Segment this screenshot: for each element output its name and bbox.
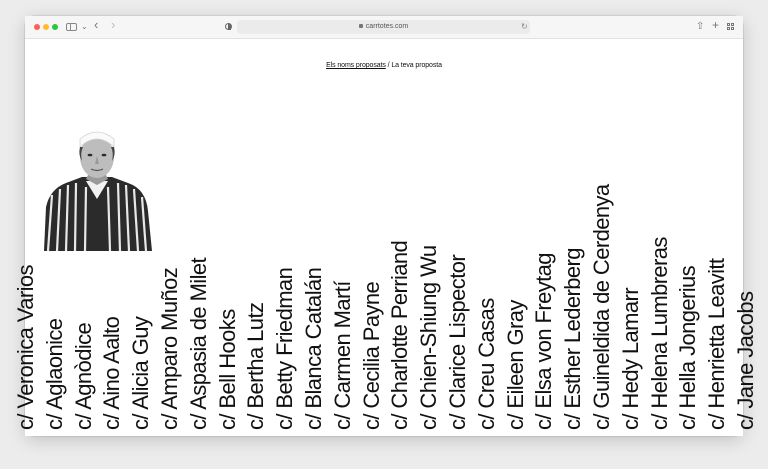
street-name-label: Amparo Muñoz — [157, 267, 182, 410]
street-name-item[interactable] — [589, 184, 615, 430]
street-name-label: Hella Jongerius — [675, 265, 701, 409]
proposed-names-link[interactable]: Els noms proposats — [326, 62, 386, 69]
street-name-label: Betty Friedman — [272, 267, 298, 409]
close-window-button[interactable] — [34, 24, 40, 30]
street-name-label: Alicia Guy — [128, 316, 154, 410]
reload-icon[interactable]: ↻ — [521, 22, 528, 31]
street-prefix: c/ — [272, 408, 298, 430]
street-name-item[interactable] — [42, 319, 68, 430]
street-prefix: c/ — [185, 409, 211, 430]
street-prefix: c/ — [589, 408, 614, 430]
street-names-list — [13, 39, 758, 436]
street-prefix: c/ — [531, 408, 557, 430]
street-name-label: Creu Casas — [473, 298, 499, 409]
street-prefix: c/ — [128, 409, 154, 430]
street-name-label: Jane Jacobs — [733, 291, 758, 409]
street-name-item[interactable] — [387, 241, 413, 430]
tab-grid-icon[interactable] — [727, 23, 734, 30]
street-name-label: Blanca Catalán — [301, 267, 326, 409]
your-proposal-link[interactable]: La teva proposta — [391, 62, 442, 69]
street-name-item[interactable] — [157, 268, 183, 430]
street-name-label: Aglaonice — [41, 318, 67, 410]
street-name-label: Bertha Lutz — [243, 302, 269, 409]
street-name-item[interactable] — [71, 323, 97, 430]
url-text: carrtotes.com — [365, 23, 409, 30]
street-name-item[interactable] — [647, 237, 673, 430]
street-name-item[interactable] — [560, 248, 586, 430]
street-name-item[interactable] — [445, 255, 471, 430]
street-prefix: c/ — [329, 408, 355, 430]
street-prefix: c/ — [13, 408, 38, 430]
street-prefix: c/ — [473, 408, 499, 430]
street-prefix: c/ — [646, 408, 672, 430]
street-prefix: c/ — [214, 408, 240, 430]
street-prefix: c/ — [733, 408, 758, 430]
street-name-label: Aino Aalto — [99, 316, 125, 410]
street-name-item[interactable] — [13, 265, 39, 430]
street-name-label: Aspasia de Milet — [185, 257, 211, 410]
browser-toolbar — [25, 16, 743, 39]
street-name-item[interactable] — [618, 288, 644, 430]
zoom-window-button[interactable] — [52, 24, 58, 30]
street-prefix: c/ — [358, 408, 384, 430]
nav-separator: / — [385, 62, 392, 69]
street-prefix: c/ — [243, 408, 269, 430]
street-name-label: Clarice Lispector — [445, 254, 470, 409]
minimize-window-button[interactable] — [43, 24, 49, 30]
street-name-item[interactable] — [359, 282, 385, 430]
street-name-item[interactable] — [675, 266, 701, 430]
street-name-item[interactable] — [704, 259, 730, 430]
street-name-label: Hedy Lamarr — [617, 288, 643, 409]
street-name-label: Veronica Varios — [13, 265, 38, 409]
street-name-item[interactable] — [733, 292, 759, 430]
street-name-item[interactable] — [301, 268, 327, 430]
street-name-item[interactable] — [243, 303, 269, 430]
street-name-label: Charlotte Perriand — [387, 240, 413, 409]
street-name-item[interactable] — [215, 309, 241, 430]
street-name-item[interactable] — [99, 317, 125, 430]
street-name-label: Esther Lederberg — [560, 248, 586, 409]
street-name-label: Agnòdice — [70, 322, 96, 410]
street-name-item[interactable] — [416, 246, 442, 430]
chevron-down-icon[interactable]: ⌄ — [81, 22, 88, 31]
street-prefix: c/ — [502, 408, 528, 430]
street-name-label: Eileen Gray — [502, 300, 528, 409]
lock-icon — [359, 24, 363, 28]
street-prefix: c/ — [416, 408, 442, 430]
street-prefix: c/ — [99, 409, 125, 430]
back-arrow-icon[interactable]: ‹ — [94, 17, 99, 32]
plus-icon[interactable]: + — [712, 18, 720, 32]
street-name-label: Henrietta Leavitt — [704, 258, 730, 409]
street-name-label: Cecilia Payne — [358, 281, 384, 409]
street-prefix: c/ — [617, 408, 643, 430]
street-prefix: c/ — [445, 408, 470, 430]
street-name-item[interactable] — [128, 317, 154, 430]
street-name-item[interactable] — [272, 268, 298, 430]
street-prefix: c/ — [675, 408, 701, 430]
street-name-label: Elsa von Freytag — [531, 253, 557, 409]
sidebar-icon[interactable] — [66, 23, 77, 31]
browser-window — [13, 16, 758, 436]
shield-icon[interactable] — [225, 23, 232, 30]
street-prefix: c/ — [704, 408, 730, 430]
forward-arrow-icon[interactable]: › — [111, 17, 116, 32]
street-name-label: Carmen Martí — [329, 281, 355, 409]
street-prefix: c/ — [301, 408, 326, 430]
street-name-item[interactable] — [330, 281, 356, 430]
street-name-label: Bell Hooks — [214, 309, 240, 409]
street-name-label: Guineldida de Cerdenya — [589, 184, 614, 409]
street-name-item[interactable] — [503, 300, 529, 430]
street-prefix: c/ — [41, 409, 67, 430]
street-prefix: c/ — [560, 408, 586, 430]
page-content — [13, 39, 758, 436]
address-bar-text — [237, 21, 530, 33]
street-name-item[interactable] — [474, 298, 500, 430]
street-name-label: Chien-Shiung Wu — [416, 245, 442, 409]
street-name-label: Helena Lumbreras — [646, 237, 672, 409]
street-prefix: c/ — [157, 409, 182, 430]
address-bar[interactable] — [237, 20, 530, 34]
street-name-item[interactable] — [531, 253, 557, 430]
share-icon[interactable]: ⇧ — [696, 21, 705, 32]
street-name-item[interactable] — [186, 258, 212, 430]
street-prefix: c/ — [387, 408, 413, 430]
street-prefix: c/ — [70, 409, 96, 430]
